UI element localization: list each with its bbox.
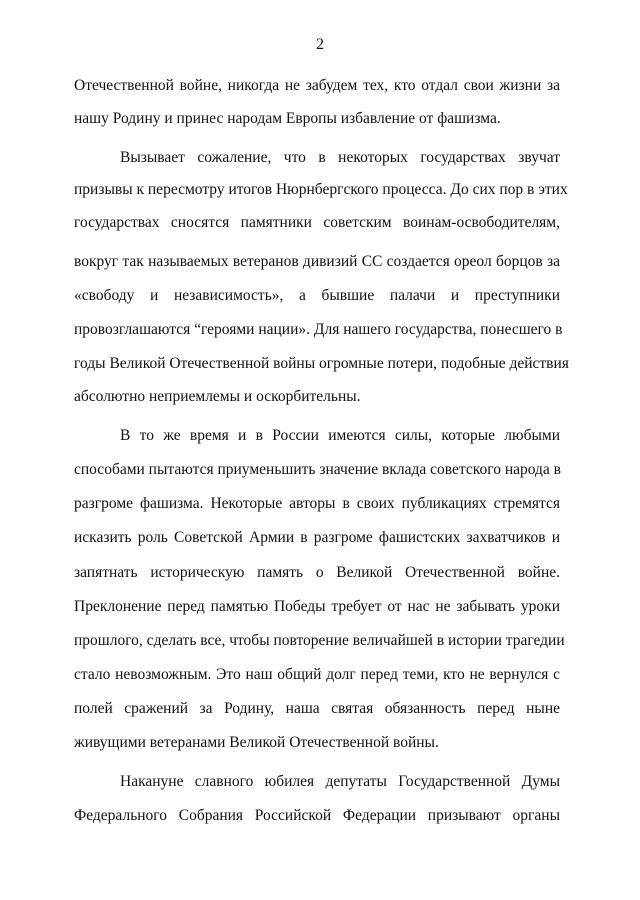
text-line: годы Великой Отечественной войны огромные потери, подобные действия — [74, 355, 569, 372]
text-line: живущими ветеранами Великой Отечественной войны. — [74, 734, 439, 751]
text-line: государствах сносятся памятники советским воинам-освободителям, — [74, 214, 560, 231]
text-line: вокруг так называемых ветеранов дивизий СС создается ореол борцов за — [74, 253, 560, 270]
text-line: Федерального Собрания Российской Федерации призывают органы — [74, 807, 560, 824]
text-line: Преклонение перед памятью Победы требует от нас не забывать уроки — [74, 598, 560, 615]
text-line: Вызывает сожаление, что в некоторых государствах звучат — [120, 149, 560, 166]
text-line: Накануне славного юбилея депутаты Государственной Думы — [120, 773, 560, 790]
text-line: исказить роль Советской Армии в разгроме фашистских захватчиков и — [74, 529, 560, 546]
text-line: полей сражений за Родину, наша святая обязанность перед ныне — [74, 700, 560, 717]
text-line: «свободу и независимость», а бывшие палачи и преступники — [74, 287, 560, 304]
text-line: Отечественной войне, никогда не забудем тех, кто отдал свои жизни за — [74, 77, 560, 94]
text-line: способами пытаются приуменьшить значение вклада советского народа в — [74, 461, 562, 478]
text-line: призывы к пересмотру итогов Нюрнбергского процесса. До сих пор в этих — [74, 181, 568, 198]
text-line: абсолютно неприемлемы и оскорбительны. — [74, 388, 361, 405]
text-line: запятнать историческую память о Великой Отечественной войне. — [74, 564, 560, 581]
text-line: разгроме фашизма. Некоторые авторы в своих публикациях стремятся — [74, 495, 560, 512]
text-line: В то же время и в России имеются силы, которые любыми — [120, 427, 560, 444]
text-line: стало невозможным. Это наш общий долг перед теми, кто не вернулся с — [74, 666, 560, 683]
text-line: провозглашаются “героями нации». Для нашего государства, понесшего в — [74, 321, 563, 338]
page-number: 2 — [316, 36, 324, 53]
text-line: нашу Родину и принес народам Европы избавление от фашизма. — [74, 110, 501, 127]
text-line: прошлого, сделать все, чтобы повторение величайшей в истории трагедии — [74, 632, 565, 649]
